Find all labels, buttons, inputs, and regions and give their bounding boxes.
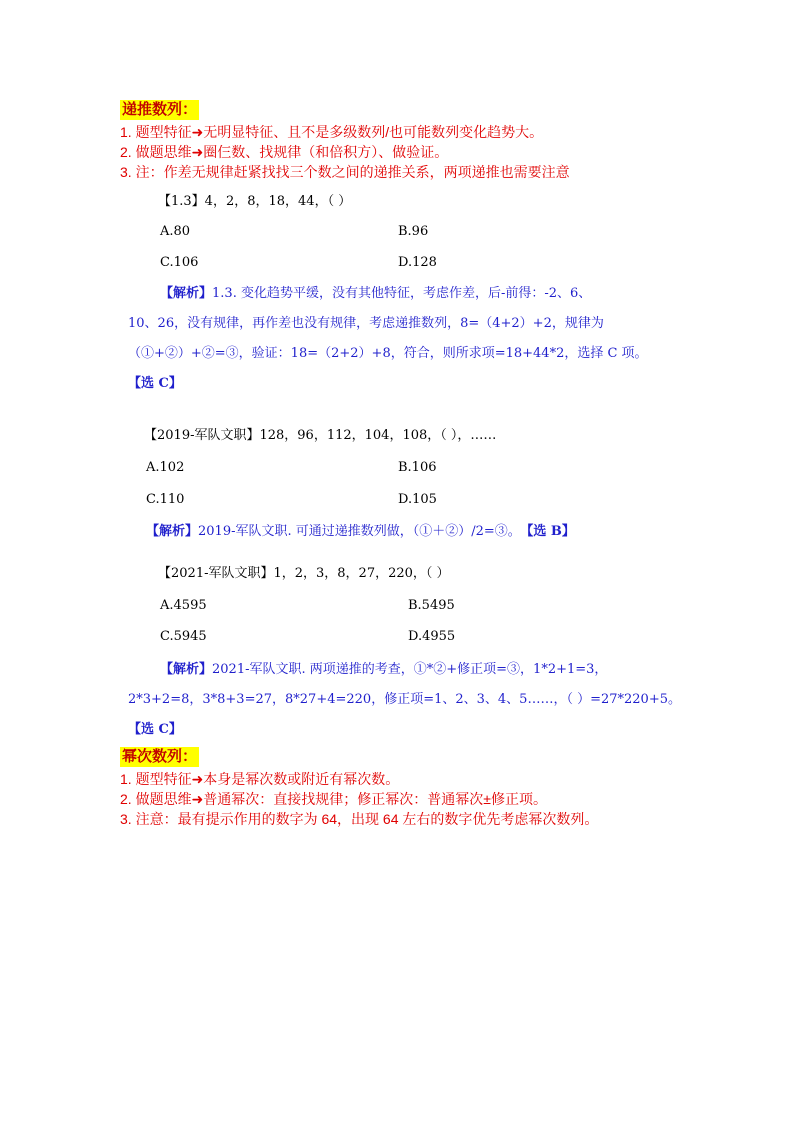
q3-option-d: D.4955 [408, 629, 456, 644]
q3-analysis-line-2: 2*3+2=8，3*8+3=27，8*27+4=220，修正项=1、2、3、4、5……，（ ）=27*220+5。 [128, 692, 681, 707]
q2-analysis [146, 522, 575, 542]
q1-analysis-line-1 [160, 284, 591, 304]
q2-answer: 【选 B】 [526, 524, 575, 539]
q3-option-a: A.4595 [160, 598, 207, 613]
section2-point-1: 1. 题型特征➜本身是幂次数或附近有幂次数。 [120, 771, 400, 787]
section-heading-power: 幂次数列： [122, 748, 198, 765]
section-heading-recursive: 递推数列： [122, 101, 198, 118]
section1-point-2: 2. 做题思维➜圈仨数、找规律（和倍积方）、做验证。 [120, 144, 449, 160]
q1-option-c: C.106 [160, 255, 199, 270]
q1-answer: 【选 C】 [128, 376, 182, 391]
section2-point-3: 3. 注意：最有提示作用的数字为 64，出现 64 左右的数字优先考虑幂次数列。 [120, 811, 599, 827]
q2-option-c: C.110 [146, 492, 185, 507]
q2-option-b: B.106 [398, 460, 437, 475]
section1-point-3: 3. 注：作差无规律赶紧找找三个数之间的递推关系，两项递推也需要注意 [120, 164, 570, 180]
q2-option-d: D.105 [398, 492, 437, 507]
question-2-stem: 【2019-军队文职】128，96，112，104，108，（ ），…… [144, 428, 497, 443]
q3-option-b: B.5495 [408, 598, 455, 613]
q2-analysis-tag: 【解析】 [146, 524, 199, 539]
q3-analysis-line-1 [160, 660, 607, 680]
q1-analysis-line-3: （①+②）+②=③，验证：18=（2+2）+8，符合，则所求项=18+44*2，选择 C 项。 [128, 346, 648, 361]
q3-analysis-text-1: 2021-军队文职. 两项递推的考查，①*②+修正项=③，1*2+1=3， [212, 662, 608, 677]
q1-analysis-text-1: 1.3. 变化趋势平缓，没有其他特征，考虑作差，后-前得：-2、6、 [212, 286, 592, 301]
question-1-stem: 【1.3】4，2，8，18，44，（ ） [158, 194, 352, 209]
q2-option-a: A.102 [146, 460, 185, 475]
q1-option-a: A.80 [160, 224, 191, 239]
q1-analysis-tag: 【解析】 [160, 286, 213, 301]
section1-point-1: 1. 题型特征➜无明显特征、且不是多级数列/也可能数列变化趋势大。 [120, 124, 544, 140]
q3-answer: 【选 C】 [128, 722, 182, 737]
section2-point-2: 2. 做题思维➜普通幂次：直接找规律；修正幂次：普通幂次±修正项。 [120, 791, 547, 807]
q3-analysis-tag: 【解析】 [160, 662, 213, 677]
q2-analysis-text: 2019-军队文职. 可通过递推数列做，（①＋②）/2=③。 [198, 524, 521, 539]
question-3-stem: 【2021-军队文职】1，2，3，8，27，220，（ ） [158, 566, 450, 581]
q3-option-c: C.5945 [160, 629, 207, 644]
q1-analysis-line-2: 10、26，没有规律，再作差也没有规律，考虑递推数列，8=（4+2）+2，规律为 [128, 316, 604, 331]
q1-option-d: D.128 [398, 255, 437, 270]
q1-option-b: B.96 [398, 224, 429, 239]
